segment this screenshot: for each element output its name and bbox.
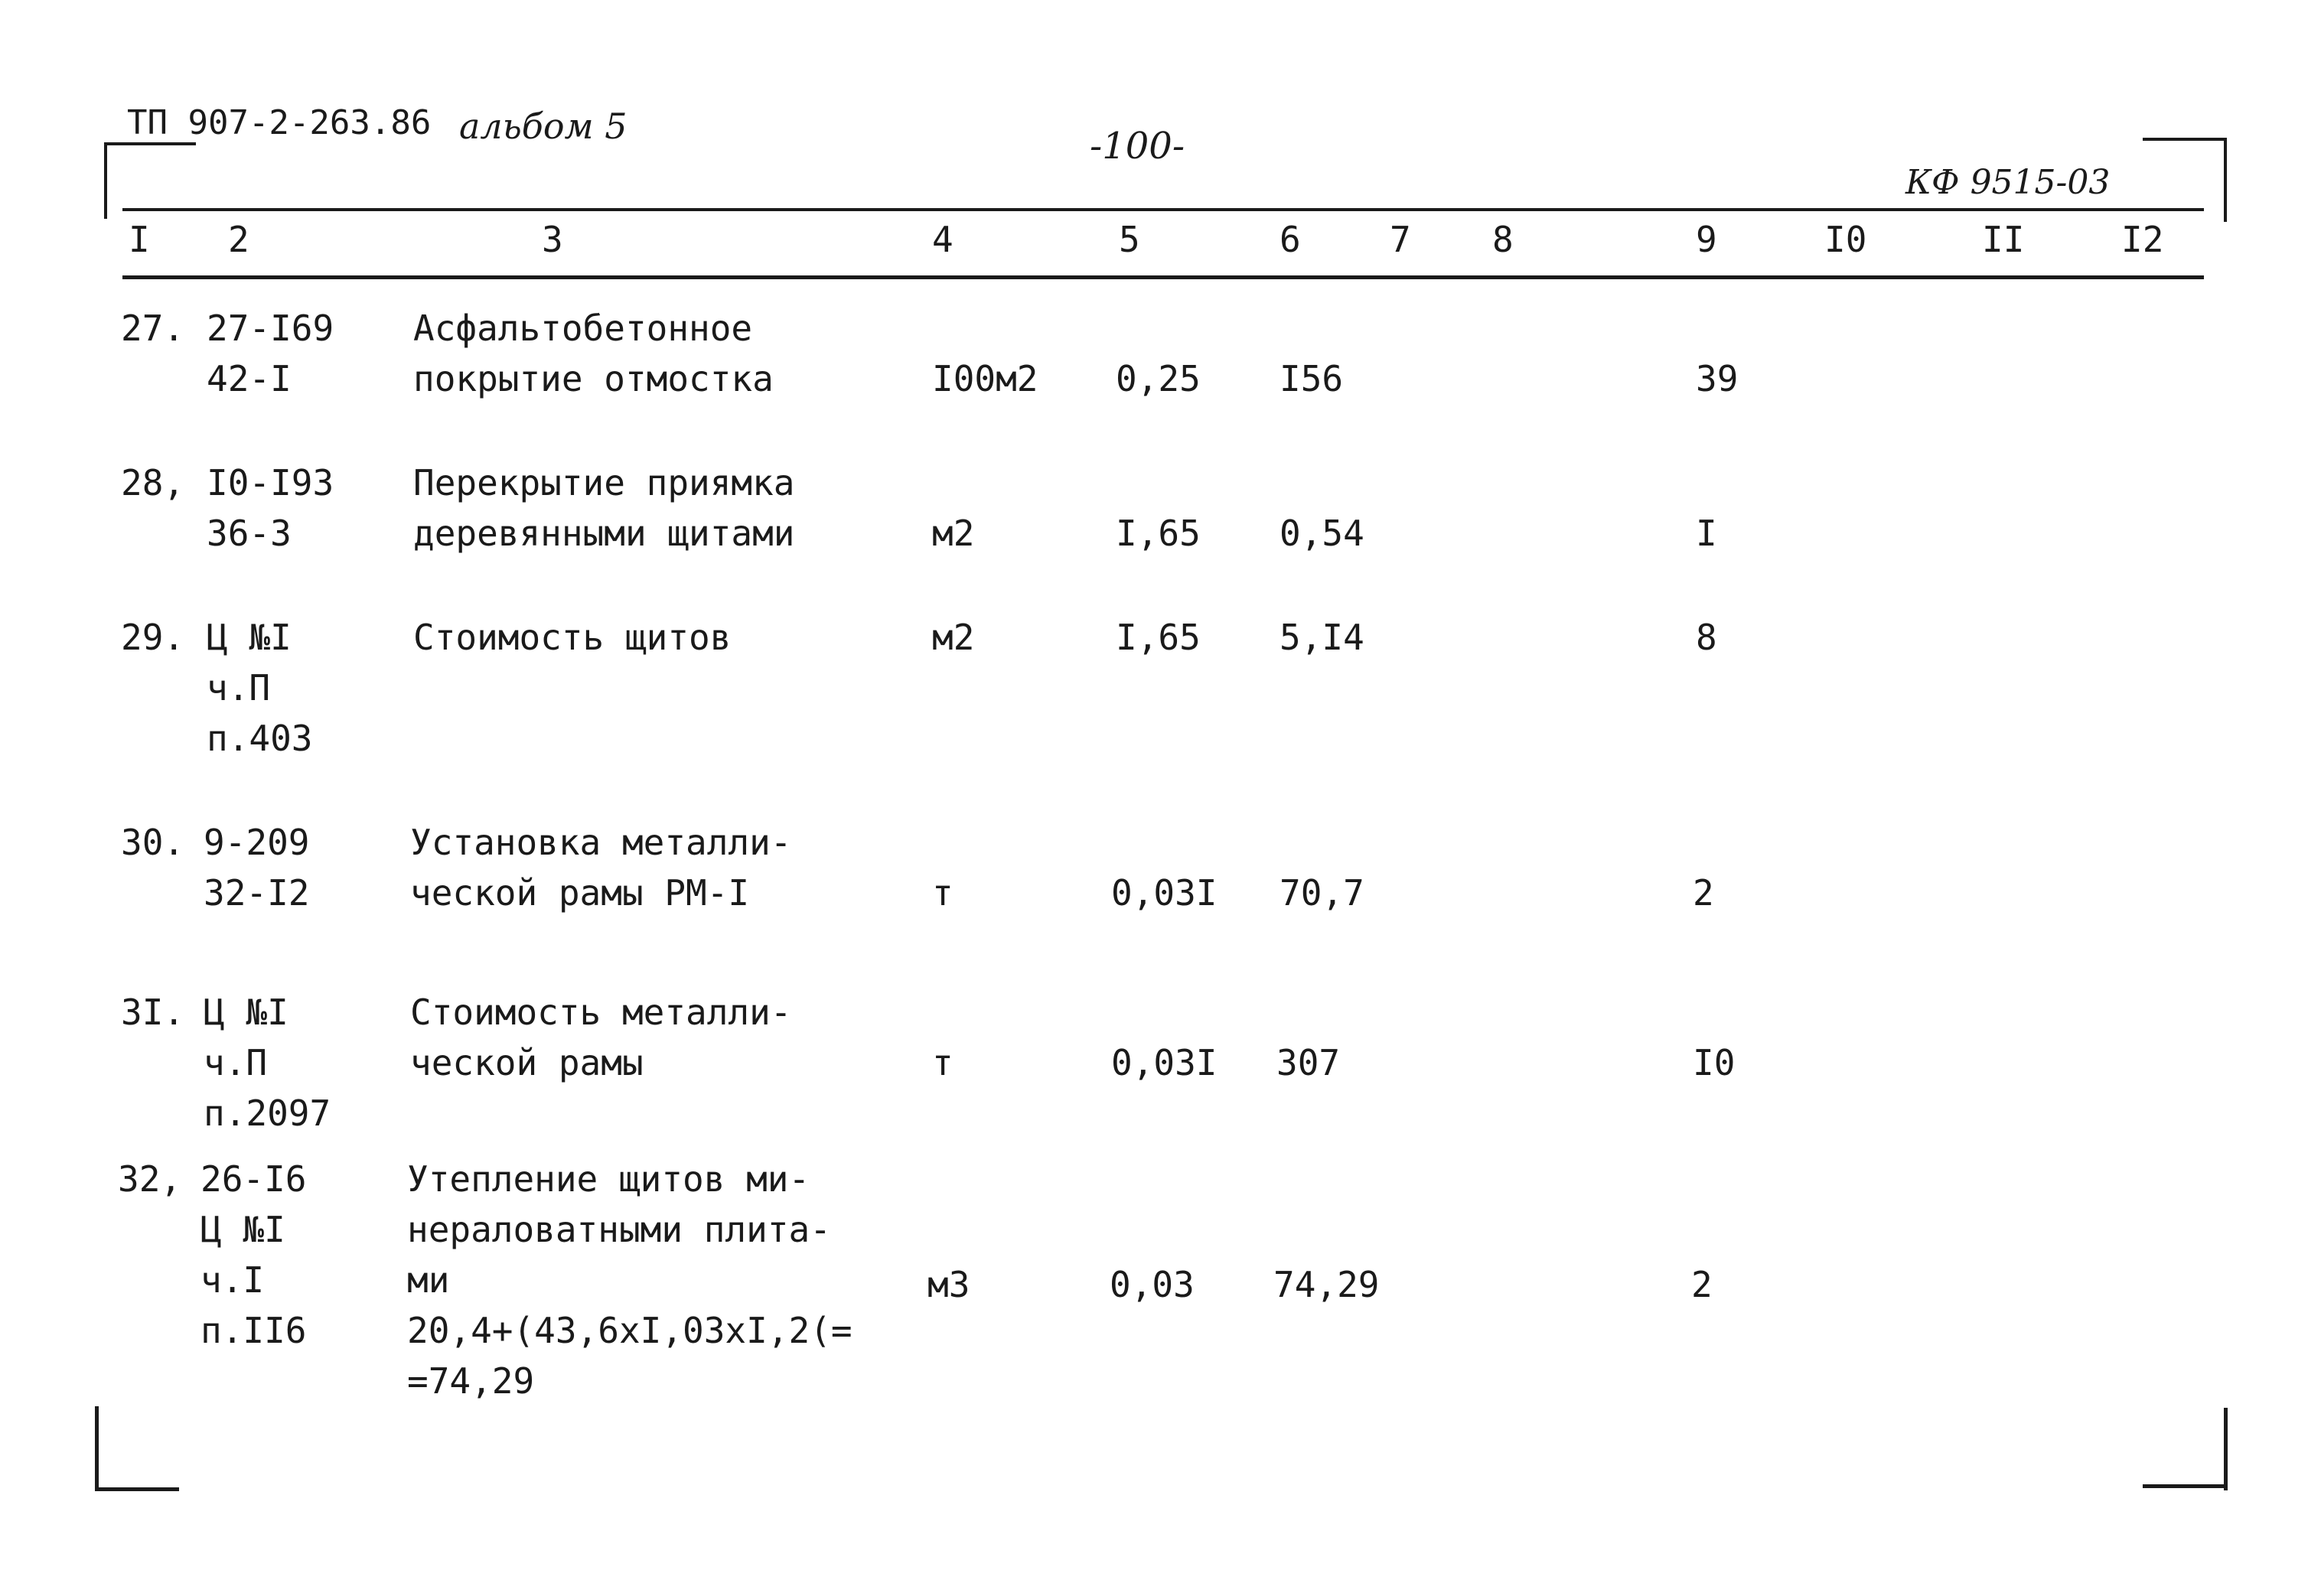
column-header-9: 9 — [1696, 219, 1717, 260]
table-top-rule — [122, 208, 2204, 211]
row-unit: м2 — [932, 513, 975, 554]
row-price: 0,54 — [1279, 513, 1364, 554]
column-header-4: 4 — [932, 219, 954, 260]
row-code: 27-I69 42-I — [207, 308, 334, 399]
column-header-7: 7 — [1390, 219, 1411, 260]
row-name: Стоимость металли- ческой рамы — [410, 992, 792, 1083]
column-header-8: 8 — [1492, 219, 1514, 260]
row-total: I — [1696, 513, 1717, 554]
row-code: 26-I6 Ц №I ч.I п.II6 — [200, 1158, 307, 1351]
row-number: 32, — [118, 1158, 182, 1200]
row-number: 29. — [121, 617, 185, 658]
row-name: Асфальтобетонное покрытие отмостка — [413, 308, 774, 399]
column-header-11: II — [1982, 219, 2025, 260]
row-name: Стоимость щитов — [413, 617, 732, 658]
row-code: I0-I93 36-3 — [207, 462, 334, 554]
row-qty: I,65 — [1116, 617, 1201, 658]
table-header-rule — [122, 275, 2204, 279]
row-total: 39 — [1696, 358, 1739, 399]
column-header-10: I0 — [1824, 219, 1867, 260]
row-price: 307 — [1276, 1042, 1341, 1083]
frame-top-right-horizontal — [2143, 138, 2227, 141]
doc-code: ТП 907-2-263.86 — [127, 103, 432, 142]
frame-bottom-left-vertical — [95, 1406, 99, 1490]
frame-bottom-right-horizontal — [2143, 1484, 2227, 1488]
album-label: альбом 5 — [459, 106, 628, 147]
row-number: 27. — [121, 308, 185, 349]
page-number: -100- — [1090, 125, 1185, 168]
row-code: Ц №I ч.П п.2097 — [204, 992, 331, 1134]
column-header-3: 3 — [542, 219, 563, 260]
row-total: 2 — [1693, 872, 1714, 914]
row-price: I56 — [1279, 358, 1344, 399]
frame-bottom-left-horizontal — [95, 1487, 179, 1491]
row-total: 8 — [1696, 617, 1717, 658]
row-qty: 0,03 — [1110, 1264, 1195, 1305]
column-header-1: I — [129, 219, 150, 260]
row-qty: 0,03I — [1111, 872, 1218, 914]
row-name: Утепление щитов ми- нераловатными плита- ми 20,4+(43,6хI,03хI,2(= =74,29 — [407, 1158, 852, 1402]
row-qty: 0,25 — [1116, 358, 1201, 399]
row-name: Перекрытие приямка деревянными щитами — [413, 462, 795, 554]
row-number: 28, — [121, 462, 185, 503]
row-code: Ц №I ч.П п.403 — [207, 617, 313, 759]
frame-top-left-vertical — [104, 142, 107, 219]
sheet-code: КФ 9515-03 — [1905, 163, 2111, 202]
row-unit: т — [932, 1042, 954, 1083]
column-header-5: 5 — [1119, 219, 1140, 260]
row-unit: т — [932, 872, 954, 914]
row-number: 3I. — [121, 992, 185, 1033]
row-total: I0 — [1693, 1042, 1736, 1083]
row-price: 5,I4 — [1279, 617, 1364, 658]
row-unit: I00м2 — [932, 358, 1038, 399]
row-unit: м2 — [932, 617, 975, 658]
row-price: 70,7 — [1279, 872, 1364, 914]
frame-bottom-right-vertical — [2224, 1408, 2228, 1490]
row-qty: I,65 — [1116, 513, 1201, 554]
row-code: 9-209 32-I2 — [204, 822, 310, 914]
row-unit: м3 — [927, 1264, 970, 1305]
row-name: Установка металли- ческой рамы РМ-I — [410, 822, 792, 914]
row-price: 74,29 — [1273, 1264, 1380, 1305]
row-number: 30. — [121, 822, 185, 863]
column-header-6: 6 — [1279, 219, 1301, 260]
frame-top-right-vertical — [2224, 138, 2227, 222]
row-qty: 0,03I — [1111, 1042, 1218, 1083]
column-header-12: I2 — [2121, 219, 2164, 260]
column-header-2: 2 — [228, 219, 249, 260]
row-total: 2 — [1691, 1264, 1713, 1305]
